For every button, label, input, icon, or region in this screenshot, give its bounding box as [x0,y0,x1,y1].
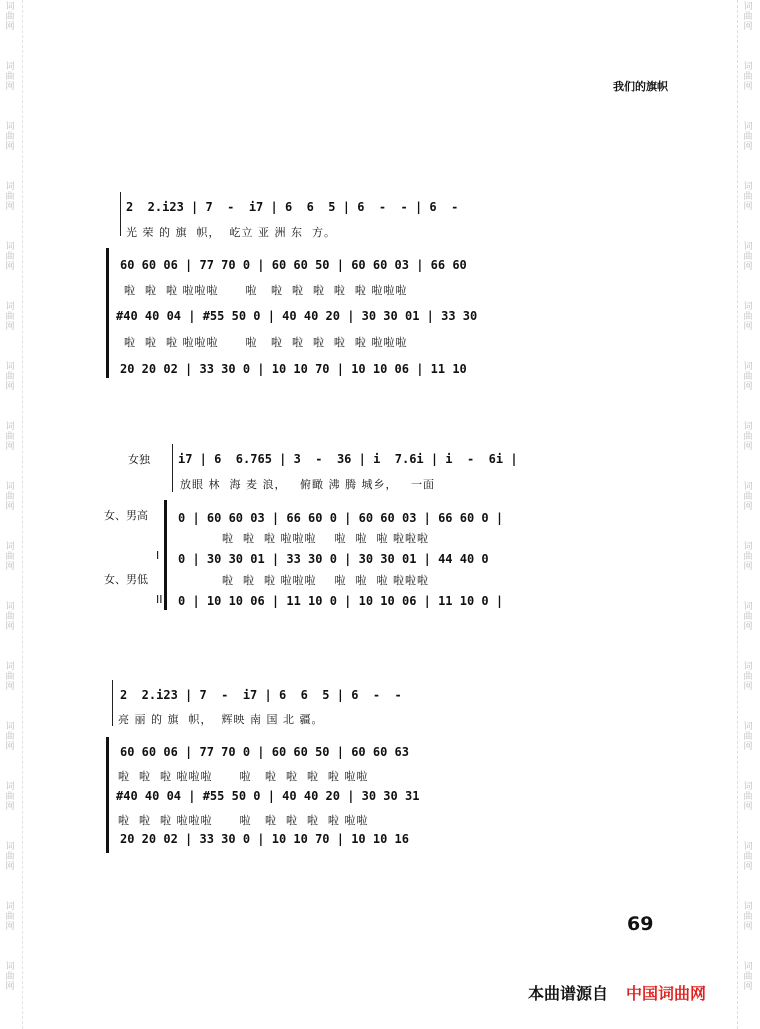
system1-lyrics: 光 荣 的 旗 帜， 屹立 亚 洲 东 方。 [126,226,336,239]
watermark-text: 词 曲 网 [743,122,753,152]
watermark-text: 词 曲 网 [5,842,15,872]
watermark-text: 词 曲 网 [743,782,753,812]
system1-choir-mid: #40 40 04 | #55 50 0 | 40 40 20 | 30 30 01 | 33 30 [116,309,478,323]
system1-choir-brace [106,248,109,378]
system3-la-mid: 啦 啦 啦 啦啦啦 啦 啦 啦 啦 啦 啦啦 [118,814,369,827]
watermark-text: 词 曲 网 [5,482,15,512]
watermark-text: 词 曲 网 [5,902,15,932]
watermark-text: 词 曲 网 [5,422,15,452]
system2-low-notes: 0 | 10 10 06 | 11 10 0 | 10 10 06 | 11 10 0 | [178,594,504,608]
watermark-text: 词 曲 网 [743,662,753,692]
watermark-text: 词 曲 网 [743,182,753,212]
left-watermark-column [0,0,23,1029]
watermark-text: 词 曲 网 [5,62,15,92]
system2-lyrics: 放眼 林 海 麦 浪， 俯瞰 沸 腾 城乡， 一面 [180,478,435,491]
system2-start-barline [172,444,173,492]
system2-high-notes: 0 | 60 60 03 | 66 60 0 | 60 60 03 | 66 60 0 | [178,511,504,525]
system2-mid-notes: 0 | 30 30 01 | 33 30 0 | 30 30 01 | 44 40 0 [178,552,489,566]
watermark-text: 词 曲 网 [5,962,15,992]
watermark-text: 词 曲 网 [743,542,753,572]
system3-choir-mid: #40 40 04 | #55 50 0 | 40 40 20 | 30 30 31 [116,789,420,803]
watermark-text: 词 曲 网 [743,842,753,872]
system3-lyrics: 亮 丽 的 旗 帜， 辉映 南 国 北 疆。 [118,713,324,726]
watermark-text: 词 曲 网 [5,2,15,32]
watermark-text: 词 曲 网 [743,902,753,932]
watermark-text: 词 曲 网 [743,242,753,272]
watermark-text: 词 曲 网 [5,242,15,272]
watermark-text: 词 曲 网 [743,362,753,392]
footer-site-link[interactable]: 中国词曲网 [626,984,707,1003]
page-number: 69 [627,913,654,935]
system3-start-barline [112,680,113,726]
watermark-text: 词 曲 网 [5,122,15,152]
footer-source-label: 本曲谱源自 [528,984,609,1003]
watermark-text: 词 曲 网 [743,422,753,452]
system2-melody: i7 | 6 6.765 | 3 - 36 | i 7.6i | i - 6i | [178,452,518,466]
watermark-text: 词 曲 网 [5,782,15,812]
system3-choir-low: 20 20 02 | 33 30 0 | 10 10 70 | 10 10 16 [120,832,409,846]
footer-source [528,981,706,1004]
watermark-text: 词 曲 网 [5,542,15,572]
watermark-text: 词 曲 网 [5,182,15,212]
watermark-text: 词 曲 网 [5,722,15,752]
watermark-text: 词 曲 网 [5,602,15,632]
low-voice-label: 女、男低 [104,573,148,586]
system2-mid-la: 啦 啦 啦 啦啦啦 啦 啦 啦 啦啦啦 [222,574,429,587]
high-voice-label: 女、男高 [104,509,148,522]
watermark-text: 词 曲 网 [743,482,753,512]
system1-la-top: 啦 啦 啦 啦啦啦 啦 啦 啦 啦 啦 啦 啦啦啦 [124,284,408,297]
system3-melody: 2 2.i23 | 7 - i7 | 6 6 5 | 6 - - [120,688,402,702]
watermark-text: 词 曲 网 [743,722,753,752]
system2-choir-brace [164,500,167,610]
system1-melody: 2 2.i23 | 7 - i7 | 6 6 5 | 6 - - | 6 - [126,200,459,214]
right-watermark-column [737,0,760,1029]
watermark-text: 词 曲 网 [5,662,15,692]
system1-choir-low: 20 20 02 | 33 30 0 | 10 10 70 | 10 10 06 | 11 10 [120,362,467,376]
part-one-label: I [156,549,160,562]
system1-start-barline [120,192,121,236]
system3-choir-brace [106,737,109,853]
page-header-title: 我们的旗帜 [613,80,668,93]
system1-la-mid: 啦 啦 啦 啦啦啦 啦 啦 啦 啦 啦 啦 啦啦啦 [124,336,408,349]
watermark-text: 词 曲 网 [5,362,15,392]
watermark-text: 词 曲 网 [743,62,753,92]
system1-choir-top: 60 60 06 | 77 70 0 | 60 60 50 | 60 60 03 | 66 60 [120,258,467,272]
system3-choir-top: 60 60 06 | 77 70 0 | 60 60 50 | 60 60 63 [120,745,409,759]
system2-high-la: 啦 啦 啦 啦啦啦 啦 啦 啦 啦啦啦 [222,532,429,545]
watermark-text: 词 曲 网 [5,302,15,332]
part-two-label: II [156,593,163,606]
system3-la-top: 啦 啦 啦 啦啦啦 啦 啦 啦 啦 啦 啦啦 [118,770,369,783]
watermark-text: 词 曲 网 [743,602,753,632]
watermark-text: 词 曲 网 [743,2,753,32]
watermark-text: 词 曲 网 [743,302,753,332]
watermark-text: 词 曲 网 [743,962,753,992]
solo-label: 女独 [128,453,150,466]
